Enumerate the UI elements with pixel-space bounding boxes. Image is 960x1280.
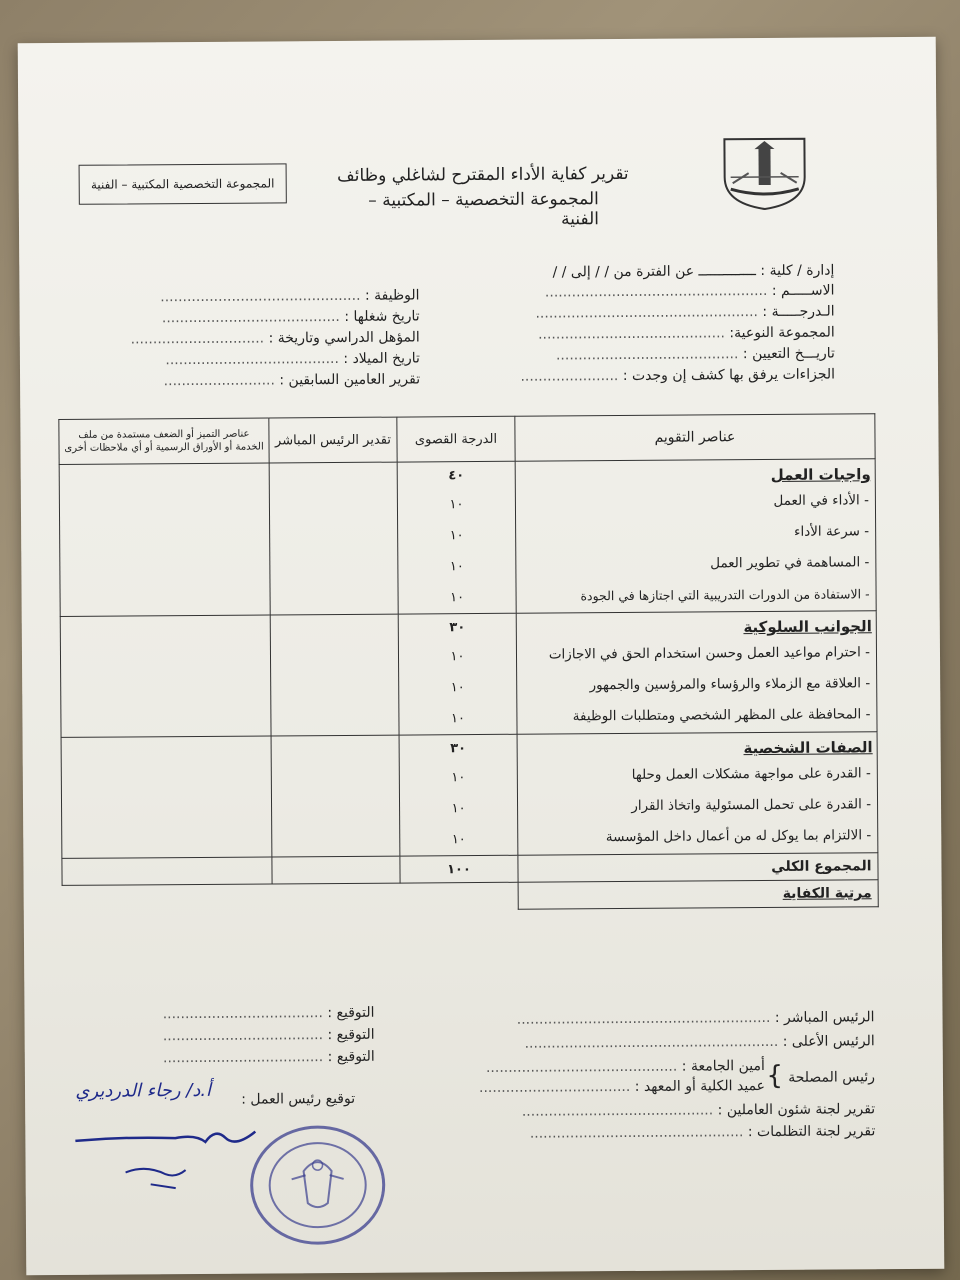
criterion-value: ١٠ [450,649,465,665]
section-title: الصفات الشخصية [743,738,873,758]
field-name-label: الاســـــم : [771,282,835,299]
signatures-left: التوقيع : .................................... التوقيع : .................................... التوقيع : .................................... [162,1004,375,1067]
evaluation-table [58,413,878,913]
header-supervisor: تقدير الرئيس المباشر [269,417,397,463]
table-header-row [59,414,875,465]
section-criteria-cell [516,611,877,735]
total-notes-cell [62,857,272,885]
section-row [60,611,877,738]
agency-head-label: رئيس المصلحة [788,1069,876,1086]
signatures-right: الرئيس المباشر : ......................................................... الرئيس الأعلى : ......................................................... رئيس المصلحة } أمين الجامعة : ........................................... عميد الكلية أو المعهد : .................................. تقرير لجنة شئون العاملين : ........................................... تقرير لجنة التظلمات : ................................................ [478,1009,876,1142]
hr-committee-label: تقرير لجنة شئون العاملين : [717,1101,876,1119]
criterion-value: ١٠ [451,801,466,817]
signature-label: التوقيع : [327,1026,375,1044]
section-max-cell [397,461,516,614]
section-title: الجوانب السلوكية [743,617,872,637]
handwritten-signature [65,1122,266,1203]
form-subtitle: المجموعة التخصصية – المكتبية – الفنية [368,189,600,230]
field-birth-date-label: تاريخ الميلاد : [343,350,420,367]
section-criteria-cell [515,459,876,614]
header-max: الدرجة القصوى [397,416,515,462]
criterion-value: ١٠ [449,497,464,513]
field-qualification-label: المؤهل الدراسي وتاريخة : [268,329,420,347]
total-value: ١٠٠ [400,855,518,883]
official-stamp [247,1123,388,1248]
criterion-value: ١٠ [451,770,466,786]
form-paper [18,37,945,1275]
university-secretary-label: أمين الجامعة : [681,1058,765,1075]
criterion: - الالتزام بما يوكل له من أعمال داخل المؤسسة [605,827,872,846]
field-hire-date-label: تاريـــخ التعيين : [742,345,835,363]
section-total: ٣٠ [450,741,467,757]
notes-cell [59,463,270,616]
criterion: - العلاقة مع الزملاء والرؤساء والمرؤسين والجمهور [589,675,871,694]
criterion: - القدرة على مواجهة مشكلات العمل وحلها [631,765,871,783]
field-job-label: الوظيفة : [364,287,420,304]
rank-blank [62,882,518,912]
field-job-date-label: تاريخ شغلها : [344,308,420,325]
section-max-cell [398,613,517,735]
criterion-value: ١٠ [451,832,466,848]
supervisor-score-cell [269,462,398,615]
field-grade-label: الـدرجـــــة : [762,303,835,321]
group-box: المجموعة التخصصية المكتبية – الفنية [79,163,287,204]
senior-supervisor-label: الرئيس الأعلى : [782,1033,875,1050]
criterion: - المساهمة في تطوير العمل [710,554,870,572]
section-total: ٤٠ [448,468,465,484]
total-label: المجموع الكلي [518,853,878,883]
info-left: الوظيفة : ............................................. تاريخ شغلها : ........................................ المؤهل الدراسي وتاريخة : .............................. تاريخ الميلاد : ....................................... تقرير العامين السابقين : ......................... [130,287,421,390]
rank-row [62,880,878,913]
section-row [59,459,876,617]
handwritten-name: أ.د/ رجاء الدرديري [75,1079,212,1102]
period-line: إدارة / كلية : ــــــــــــــ عن الفترة من / / إلى / / [552,262,835,281]
brace: } [766,1060,784,1092]
criterion: - احترام مواعيد العمل وحسن استخدام الحق في الاجازات [548,644,871,663]
form-title: تقرير كفاية الأداء المقترح لشاغلي وظائف [337,163,629,186]
university-logo [718,133,811,214]
grievance-committee-label: تقرير لجنة التظلمات : [747,1123,876,1141]
criterion-value: ١٠ [450,680,465,696]
supervisor-score-cell [271,735,400,857]
notes-cell [61,736,272,858]
work-head-signature-label: توقيع رئيس العمل : [241,1090,356,1108]
criterion-value: ١٠ [449,528,464,544]
rank-label: مرتبة الكفاية [518,880,878,910]
criterion-value: ١٠ [450,590,465,606]
direct-supervisor-label: الرئيس المباشر : [774,1009,875,1026]
section-criteria-cell [517,732,878,856]
criterion-value: ١٠ [450,711,465,727]
criterion: - المحافظة على المظهر الشخصي ومتطلبات الوظيفة [572,706,871,725]
section-title: واجبات العمل [770,465,871,484]
section-max-cell [399,734,518,856]
signature-label: التوقيع : [327,1004,375,1022]
notes-cell [60,615,271,737]
criterion: - الاستفادة من الدورات التدريبية التي اجتازها في الجودة [580,586,870,604]
section-row [61,732,878,859]
criterion-value: ١٠ [449,559,464,575]
info-right: الاســـــم : .................................................. الـدرجـــــة : .................................................. المجموعة النوعية: .......................................... تاريـــخ التعيين : ......................................... الجزاءات يرفق بها كشف إن وجدت : ...................... [520,282,836,385]
criterion: - سرعة الأداء [794,523,870,540]
header-notes: عناصر التميز أو الضعف مستمدة من ملف الخدمة أو الأوراق الرسمية أو أي ملاحظات أخرى [59,418,269,464]
dean-label: عميد الكلية أو المعهد : [634,1078,766,1095]
total-supervisor-cell [272,856,400,884]
field-prev-reports-label: تقرير العامين السابقين : [279,371,421,389]
field-penalties-label: الجزاءات يرفق بها كشف إن وجدت : [622,366,836,385]
section-total: ٣٠ [449,620,466,636]
supervisor-score-cell [270,614,399,736]
header-criteria: عناصر التقويم [515,414,875,462]
field-group-label: المجموعة النوعية: [729,324,835,342]
criterion: - القدرة على تحمل المسئولية واتخاذ القرار [631,796,872,814]
signature-label: التوقيع : [327,1048,375,1066]
criterion: - الأداء في العمل [773,492,869,509]
